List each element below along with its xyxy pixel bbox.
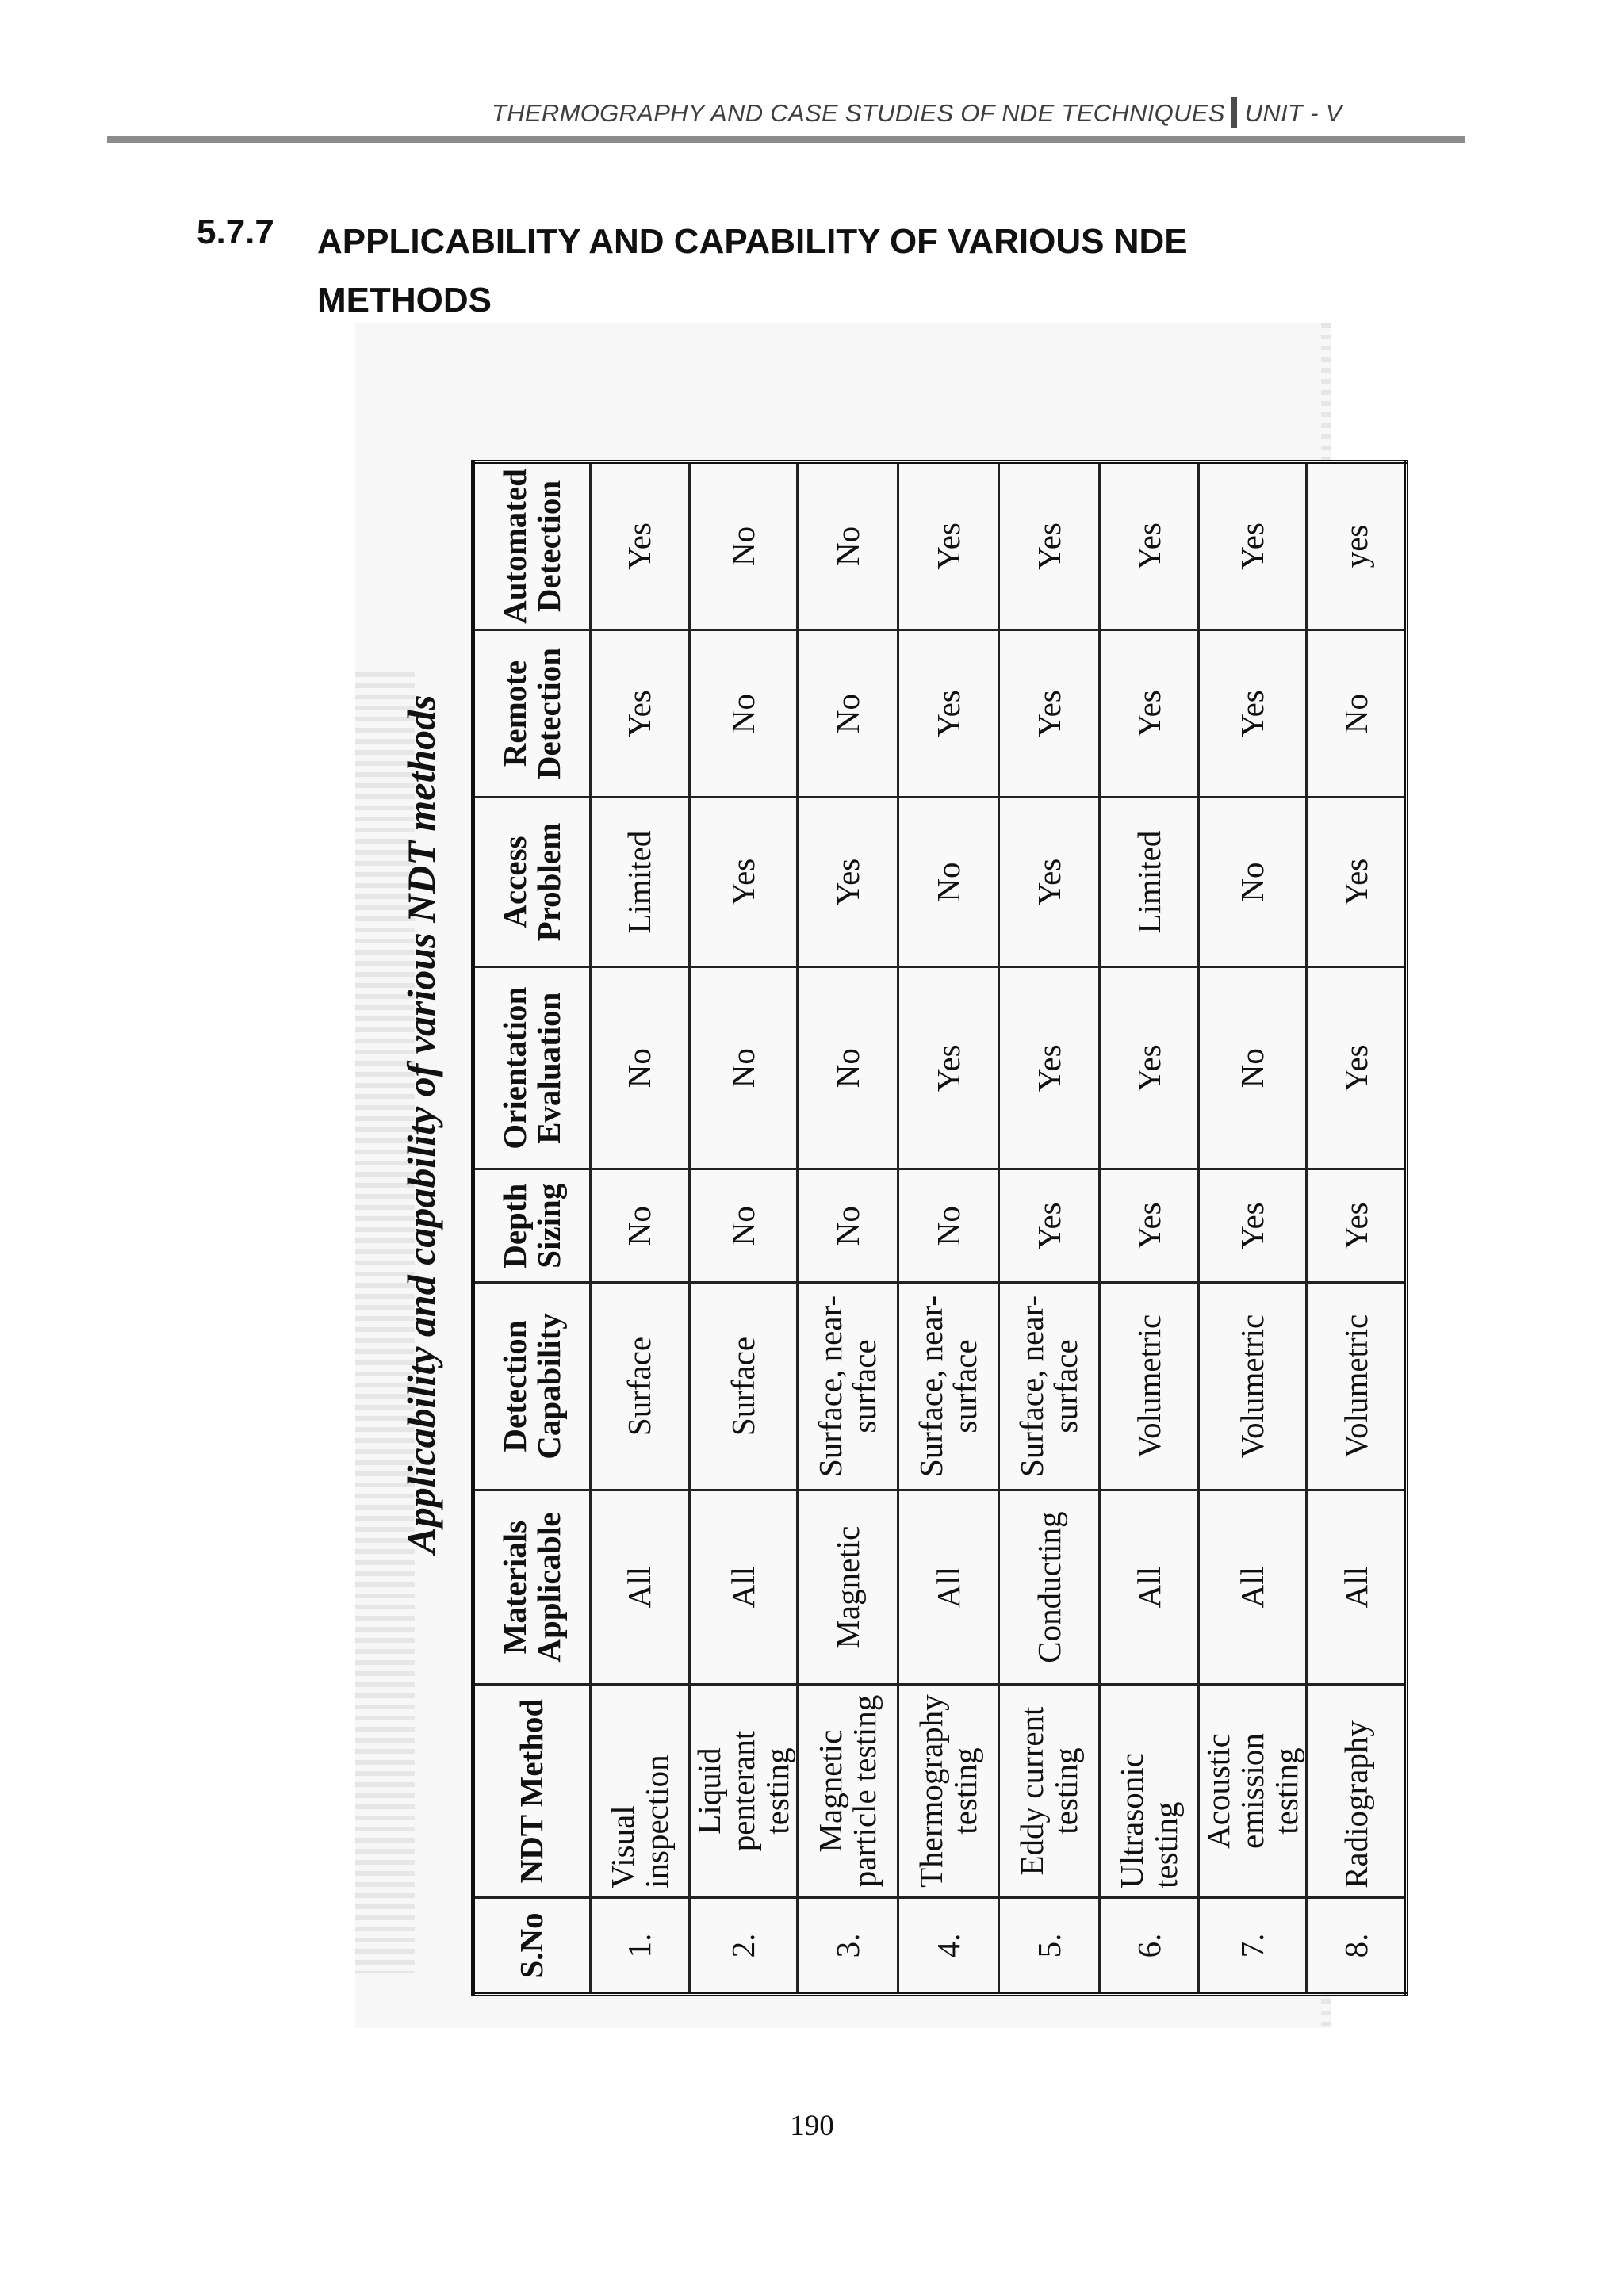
table-cell: 2. (690, 1897, 798, 1994)
col-header: Orientation Evaluation (473, 966, 591, 1169)
table-row (798, 462, 898, 1995)
table-cell: No (1199, 966, 1307, 1169)
table-cell: Limited (1100, 798, 1199, 967)
table-cell: No (798, 629, 898, 797)
table-cell: Visual inspection (591, 1685, 690, 1898)
table-cell: Yes (999, 966, 1100, 1169)
table-cell: All (1199, 1490, 1307, 1685)
ndt-methods-table (471, 460, 1408, 1996)
section-title: APPLICABILITY AND CAPABILITY OF VARIOUS NDE METHODS (317, 222, 1188, 320)
table-row (1199, 462, 1307, 1995)
table-cell: Volumetric (1307, 1282, 1407, 1490)
table-cell: Magnetic particle testing (798, 1685, 898, 1898)
table-cell: Yes (1199, 462, 1307, 630)
table-cell: Volumetric (1100, 1282, 1199, 1490)
table-row (1100, 462, 1199, 1995)
table-cell: Yes (1307, 798, 1407, 967)
table-cell: All (1307, 1490, 1407, 1685)
col-header: Materials Applicable (473, 1490, 591, 1685)
table-cell: Liquid penterant testing (690, 1685, 798, 1898)
header-rule (107, 136, 1465, 144)
table-cell: Yes (1307, 1169, 1407, 1282)
table-cell: Yes (1100, 966, 1199, 1169)
table-cell: yes (1307, 462, 1407, 630)
table-cell: No (690, 1169, 798, 1282)
table-cell: 4. (898, 1897, 999, 1994)
table-cell: No (798, 966, 898, 1169)
table-cell: Yes (898, 462, 999, 630)
col-header: Depth Sizing (473, 1169, 591, 1282)
table-cell: Magnetic (798, 1490, 898, 1685)
col-header: Automated Detection (473, 462, 591, 630)
col-header: NDT Method (473, 1685, 591, 1898)
table-cell: Yes (1100, 629, 1199, 797)
table-cell: No (690, 966, 798, 1169)
table-cell: No (798, 462, 898, 630)
table-cell: Limited (591, 798, 690, 967)
table-cell: Surface, near-surface (898, 1282, 999, 1490)
table-cell: Yes (999, 1169, 1100, 1282)
header-title: THERMOGRAPHY AND CASE STUDIES OF NDE TECHNIQUES (492, 99, 1225, 127)
section-number: 5.7.7 (197, 212, 274, 251)
table-cell: Yes (591, 462, 690, 630)
table-cell: No (690, 462, 798, 630)
table-cell: 3. (798, 1897, 898, 1994)
table-cell: Radiography (1307, 1685, 1407, 1898)
table-cell: All (898, 1490, 999, 1685)
table-cell: Yes (999, 462, 1100, 630)
table-cell: No (591, 966, 690, 1169)
table-header-row (473, 462, 591, 1995)
table-row (690, 462, 798, 1995)
scanned-table-figure (355, 323, 1374, 2028)
table-cell: All (690, 1490, 798, 1685)
table-cell: Yes (591, 629, 690, 797)
header-unit: UNIT - V (1244, 99, 1342, 127)
table-cell: Yes (1199, 629, 1307, 797)
table-row (1307, 462, 1407, 1995)
figure-caption: Applicability and capability of various NDT methods (399, 695, 443, 1554)
table-row (898, 462, 999, 1995)
table-cell: Conducting (999, 1490, 1100, 1685)
table-cell: 6. (1100, 1897, 1199, 1994)
col-header: S.No (473, 1897, 591, 1994)
table-cell: All (591, 1490, 690, 1685)
header-separator (1231, 97, 1237, 128)
col-header: Detection Capability (473, 1282, 591, 1490)
page-number: 190 (790, 2110, 834, 2142)
table-cell: No (591, 1169, 690, 1282)
table-cell: 7. (1199, 1897, 1307, 1994)
table-cell: Thermography testing (898, 1685, 999, 1898)
table-cell: Yes (898, 629, 999, 797)
table-cell: No (898, 798, 999, 967)
table-cell: No (798, 1169, 898, 1282)
table-cell: Surface (591, 1282, 690, 1490)
table-cell: Ultrasonic testing (1100, 1685, 1199, 1898)
table-cell: Surface (690, 1282, 798, 1490)
table-cell: All (1100, 1490, 1199, 1685)
table-row (999, 462, 1100, 1995)
table-cell: Eddy current testing (999, 1685, 1100, 1898)
table-cell: Yes (1199, 1169, 1307, 1282)
table-cell: No (1199, 798, 1307, 967)
table-cell: No (690, 629, 798, 797)
table-cell: Yes (1100, 1169, 1199, 1282)
table-cell: Acoustic emission testing (1199, 1685, 1307, 1898)
rotated-figure (355, 323, 1374, 2028)
table-cell: Yes (999, 629, 1100, 797)
table-row (591, 462, 690, 1995)
table-cell: Yes (1100, 462, 1199, 630)
table-cell: Yes (1307, 966, 1407, 1169)
table-cell: No (898, 1169, 999, 1282)
table-cell: Surface, near-surface (999, 1282, 1100, 1490)
table-cell: Yes (798, 798, 898, 967)
table-cell: Volumetric (1199, 1282, 1307, 1490)
table-cell: No (1307, 629, 1407, 797)
col-header: Remote Detection (473, 629, 591, 797)
table-cell: Yes (690, 798, 798, 967)
table-cell: Surface, near-surface (798, 1282, 898, 1490)
col-header: Access Problem (473, 798, 591, 967)
table-cell: 8. (1307, 1897, 1407, 1994)
table-cell: Yes (898, 966, 999, 1169)
table-cell: Yes (999, 798, 1100, 967)
table-cell: 1. (591, 1897, 690, 1994)
running-header (492, 97, 1451, 128)
table-cell: 5. (999, 1897, 1100, 1994)
